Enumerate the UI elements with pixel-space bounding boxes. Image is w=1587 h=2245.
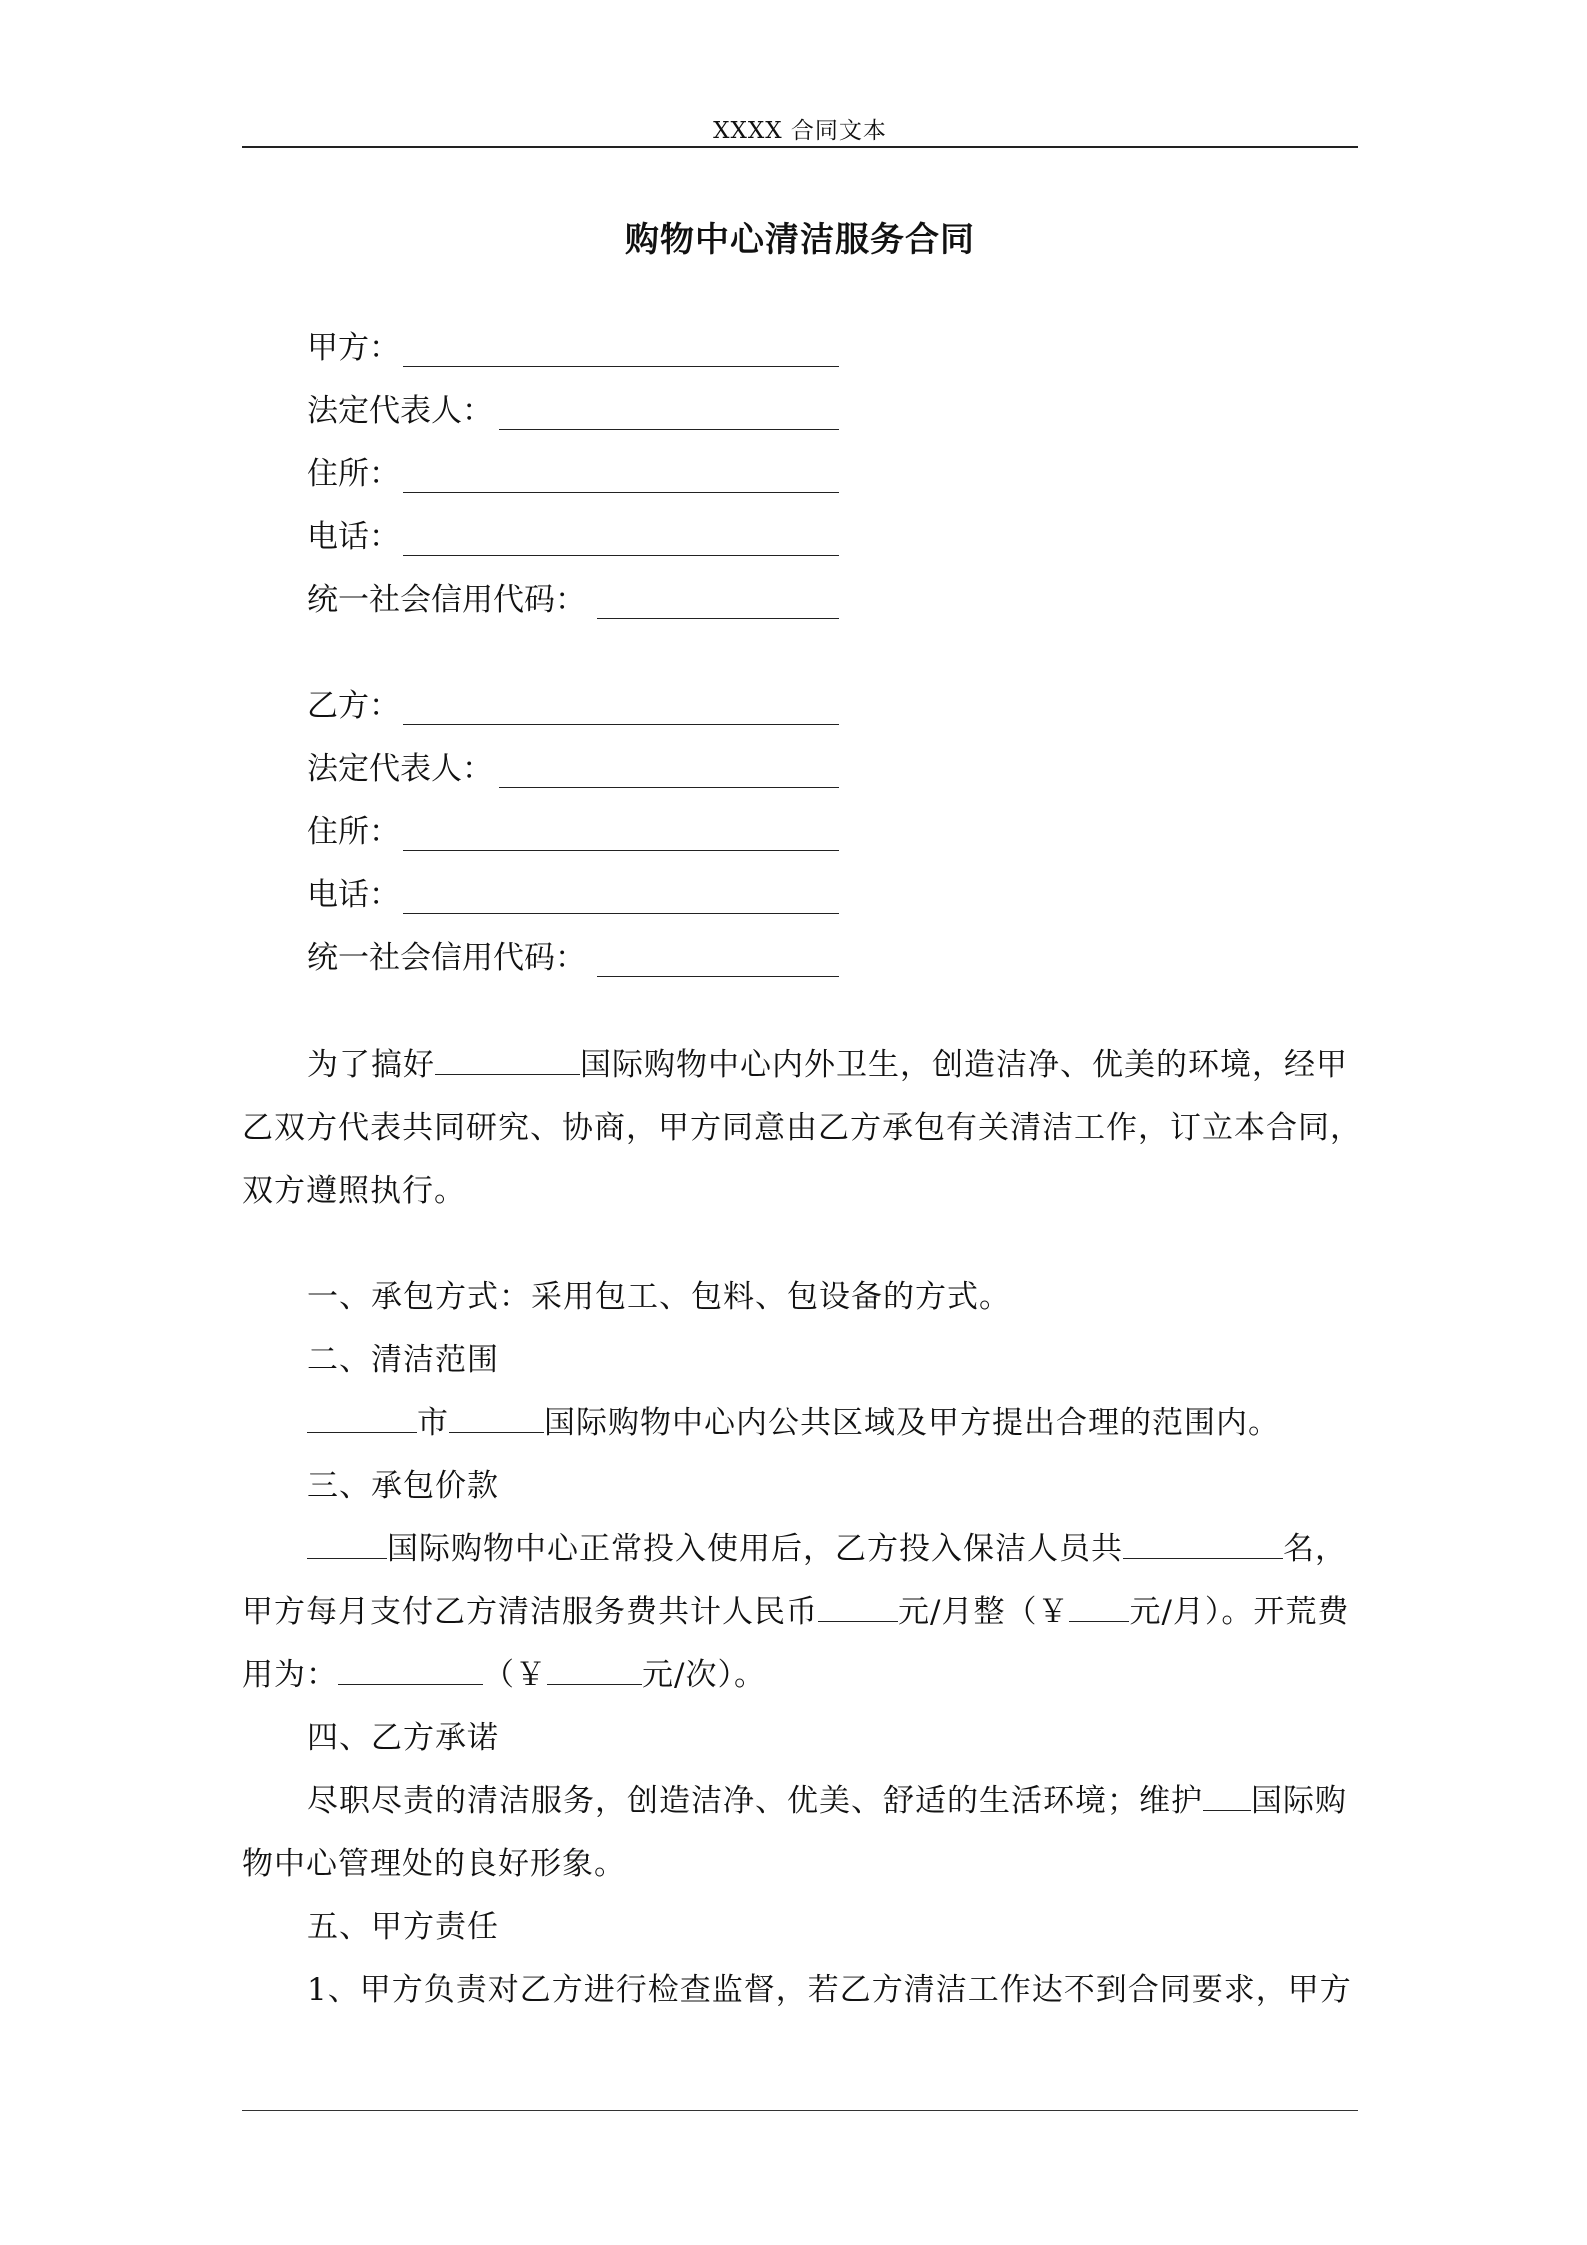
clearing-fee-blank (338, 1654, 483, 1685)
footer-divider (242, 2110, 1358, 2111)
party-a-rep-label: 法定代表人： (307, 393, 493, 429)
header-divider (242, 146, 1358, 148)
party-b-rep-blank (499, 787, 839, 788)
party-a-credit-label: 统一社会信用代码： (307, 582, 586, 618)
intro-line-2: 乙双方代表共同研究、协商，甲方同意由乙方承包有关清洁工作，订立本合同， (242, 1110, 1362, 1146)
mall-name-blank (435, 1044, 580, 1075)
clearing-fee-number-blank (547, 1654, 642, 1685)
party-a-rep-field (307, 389, 493, 433)
party-b-phone-field (307, 873, 400, 917)
section-4-line-2: 物中心管理处的良好形象。 (242, 1846, 626, 1882)
section-4-heading: 四、乙方承诺 (307, 1720, 499, 1756)
city-blank (307, 1402, 417, 1433)
fee-amount-blank (818, 1591, 898, 1622)
staff-count-blank (1123, 1528, 1283, 1559)
section-4-line-1: 尽职尽责的清洁服务，创造洁净、优美、舒适的生活环境；维护 国际购 (307, 1779, 1347, 1823)
fee-number-blank (1069, 1591, 1129, 1622)
party-a-phone-blank (403, 555, 839, 556)
party-b-name-field (307, 684, 400, 728)
section-3-heading: 三、承包价款 (307, 1468, 499, 1504)
section-5-heading: 五、甲方责任 (307, 1909, 499, 1945)
section-3-line-3: 用为： （￥ 元/次）。 (242, 1653, 766, 1697)
party-b-credit-field (307, 936, 586, 980)
section-2-scope-line: 市 国际购物中心内公共区域及甲方提出合理的范围内。 (307, 1401, 1280, 1445)
party-a-phone-field (307, 515, 400, 559)
mall-blank-3 (1203, 1780, 1251, 1811)
page-header: XXXX 合同文本 (713, 118, 887, 144)
party-b-phone-blank (403, 913, 839, 914)
mall-blank (449, 1402, 544, 1433)
party-a-rep-blank (499, 429, 839, 430)
section-3-line-2: 甲方每月支付乙方清洁服务费共计人民币 元/月整（￥ 元/月）。开荒费 (242, 1590, 1349, 1634)
party-b-name-blank (403, 724, 839, 725)
party-a-credit-blank (597, 618, 839, 619)
party-b-rep-field (307, 747, 493, 791)
party-b-address-blank (403, 850, 839, 851)
party-b-address-field (307, 810, 400, 854)
party-b-address-label: 住所： (307, 814, 400, 850)
party-a-address-field (307, 452, 400, 496)
party-a-name-blank (403, 366, 839, 367)
party-a-address-blank (403, 492, 839, 493)
document-title: 购物中心清洁服务合同 (625, 220, 975, 260)
party-a-name-field (307, 326, 400, 370)
party-a-phone-label: 电话： (307, 519, 400, 555)
section-5-line-1: 1、甲方负责对乙方进行检查监督，若乙方清洁工作达不到合同要求，甲方 (307, 1972, 1352, 2008)
party-b-phone-label: 电话： (307, 877, 400, 913)
party-b-rep-label: 法定代表人： (307, 751, 493, 787)
party-b-credit-blank (597, 976, 839, 977)
party-a-credit-field (307, 578, 586, 622)
section-1-contract-method: 一、承包方式：采用包工、包料、包设备的方式。 (307, 1279, 1011, 1315)
intro-line-1: 为了搞好 国际购物中心内外卫生，创造洁净、优美的环境，经甲 (307, 1043, 1348, 1087)
party-a-name-label: 甲方： (307, 330, 400, 366)
party-a-address-label: 住所： (307, 456, 400, 492)
mall-blank-2 (307, 1528, 387, 1559)
section-3-line-1: 国际购物中心正常投入使用后，乙方投入保洁人员共 名， (307, 1527, 1347, 1571)
party-b-name-label: 乙方： (307, 688, 400, 724)
intro-line-3: 双方遵照执行。 (242, 1173, 466, 1209)
party-b-credit-label: 统一社会信用代码： (307, 940, 586, 976)
section-2-heading: 二、清洁范围 (307, 1342, 499, 1378)
